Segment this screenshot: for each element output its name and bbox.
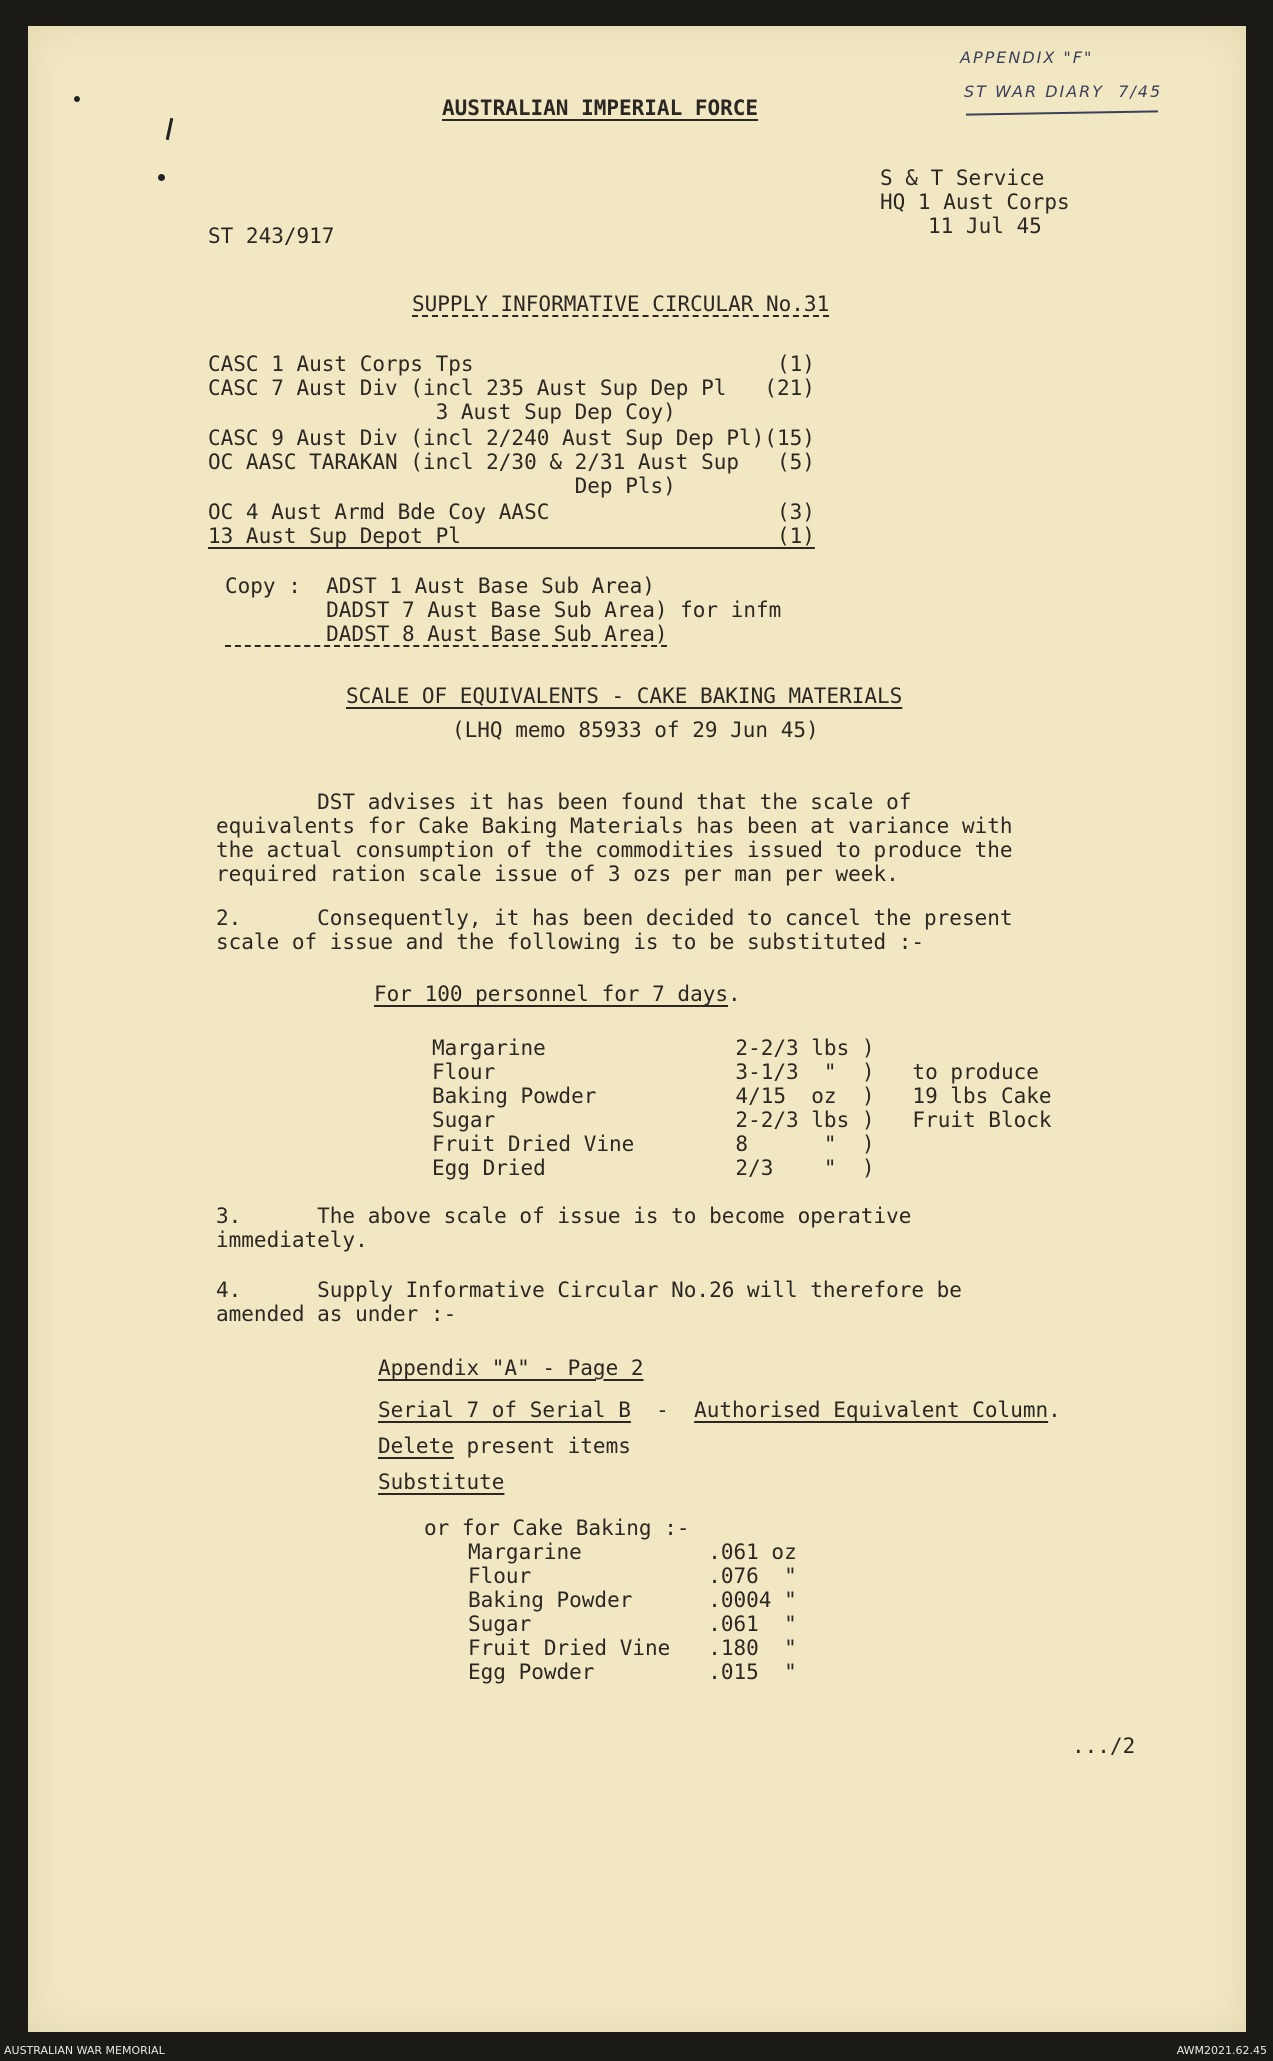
copy-line: DADST 7 Aust Base Sub Area) for infm [225,598,782,622]
subject-reference: (LHQ memo 85933 of 29 Jun 45) [452,718,819,742]
paragraph-line: required ration scale issue of 3 ozs per man per week. [216,862,899,886]
distribution-line: OC AASC TARAKAN (incl 2/30 & 2/31 Aust Sup (5) [208,450,815,474]
paragraph-line: 4. Supply Informative Circular No.26 will therefore be [216,1278,962,1302]
appendix-reference: Appendix "A" - Page 2 [378,1356,644,1380]
paragraph-line: amended as under :- [216,1302,457,1326]
distribution-line: Dep Pls) [208,474,676,498]
equivalent-row: Baking Powder .0004 " [468,1588,797,1612]
paragraph-line: DST advises it has been found that the scale of [216,790,912,814]
copy-line: DADST 8 Aust Base Sub Area) [225,622,668,646]
scale-row: Egg Dried 2/3 " ) [432,1156,875,1180]
scale-row: Fruit Dried Vine 8 " ) [432,1132,875,1156]
scale-row: Baking Powder 4/15 oz ) 19 lbs Cake [432,1084,1052,1108]
column-reference-suffix: . [1048,1398,1061,1422]
equivalent-row: Fruit Dried Vine .180 " [468,1636,797,1660]
handwritten-underline [966,110,1158,115]
page-continuation: .../2 [1072,1734,1136,1758]
serial-line [378,1398,1061,1422]
ink-mark [158,174,165,181]
paragraph-line: scale of issue and the following is to be substituted :- [216,930,925,954]
circular-title: SUPPLY INFORMATIVE CIRCULAR No.31 [412,292,830,316]
delete-line [378,1434,631,1458]
service-name: S & T Service [880,166,1045,190]
distribution-line: OC 4 Aust Armd Bde Coy AASC (3) [208,500,815,524]
serial-spacer [631,1398,656,1422]
paragraph-line: the actual consumption of the commodities issued to produce the [216,838,1013,862]
scale-row: Sugar 2-2/3 lbs ) Fruit Block [432,1108,1052,1132]
delete-label: Delete [378,1434,454,1458]
cake-baking-line: or for Cake Baking :- [424,1516,690,1540]
scale-heading [374,982,741,1006]
reference-number: ST 243/917 [208,224,335,248]
document-title: AUSTRALIAN IMPERIAL FORCE [442,96,759,120]
ink-mark [74,96,80,102]
equivalent-row: Flour .076 " [468,1564,797,1588]
document-page [28,26,1246,2032]
paragraph-line: equivalents for Cake Baking Materials has been at variance with [216,814,1013,838]
distribution-line: CASC 9 Aust Div (incl 2/240 Aust Sup Dep Pl)(15) [208,426,815,450]
distribution-line: 3 Aust Sup Dep Coy) [208,400,676,424]
copy-line: Copy : ADST 1 Aust Base Sub Area) [225,574,655,598]
paragraph-line: immediately. [216,1228,368,1252]
equivalent-row: Egg Powder .015 " [468,1660,797,1684]
scale-row: Margarine 2-2/3 lbs ) [432,1036,875,1060]
subject-heading: SCALE OF EQUIVALENTS - CAKE BAKING MATERIALS [346,684,903,708]
delete-rest: present items [453,1434,631,1458]
ink-mark [166,118,174,140]
paragraph-line: 3. The above scale of issue is to become operative [216,1204,912,1228]
distribution-line: CASC 1 Aust Corps Tps (1) [208,352,815,376]
column-reference: Authorised Equivalent Column [694,1398,1049,1422]
handwritten-war-diary-note: ST WAR DIARY 7/45 [964,82,1163,101]
footer-accession: AWM2021.62.45 [1176,2044,1267,2057]
hq-name: HQ 1 Aust Corps [880,190,1070,214]
document-date: 11 Jul 45 [928,214,1042,238]
equivalent-row: Margarine .061 oz [468,1540,797,1564]
distribution-line: 13 Aust Sup Depot Pl (1) [208,524,815,548]
equivalent-row: Sugar .061 " [468,1612,797,1636]
scale-row: Flour 3-1/3 " ) to produce [432,1060,1039,1084]
scale-heading-suffix: . [728,982,741,1006]
paragraph-line: 2. Consequently, it has been decided to cancel the present [216,906,1013,930]
serial-dash: - [656,1398,669,1422]
handwritten-appendix-note: APPENDIX "F" [960,48,1094,67]
distribution-line: CASC 7 Aust Div (incl 235 Aust Sup Dep Pl (21) [208,376,815,400]
footer-source: AUSTRALIAN WAR MEMORIAL [4,2044,165,2057]
scale-heading-text: For 100 personnel for 7 days [374,982,729,1006]
serial-reference: Serial 7 of Serial B [378,1398,631,1422]
serial-spacer [669,1398,694,1422]
substitute-label: Substitute [378,1470,505,1494]
